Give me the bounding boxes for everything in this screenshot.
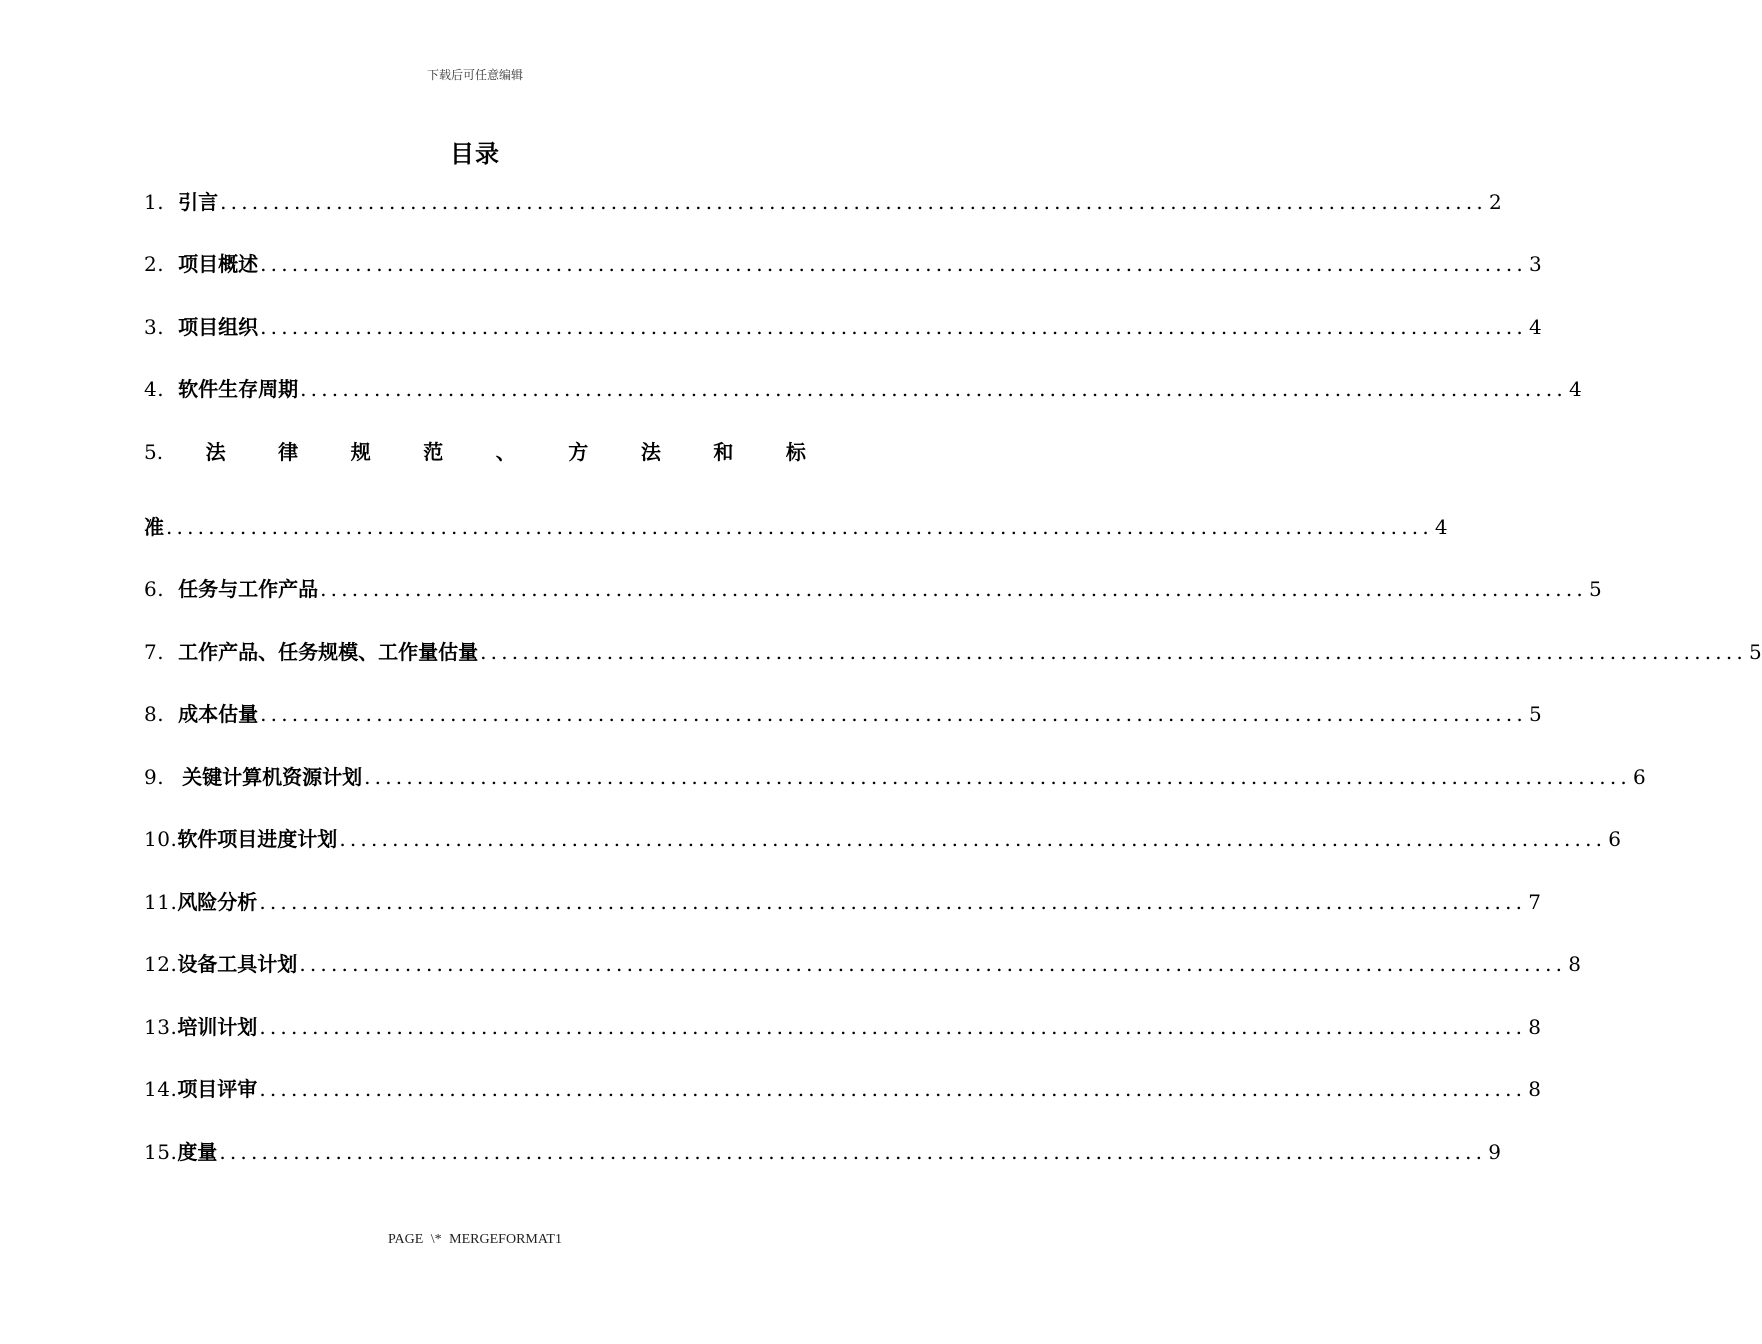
toc-entry-page: 5	[1588, 577, 1602, 601]
toc-entry-char: 范	[423, 440, 444, 464]
toc-entry-14[interactable]	[144, 1073, 1541, 1103]
toc-entry-number: 8.	[144, 702, 165, 726]
toc-entry-number: 12.	[144, 952, 178, 976]
toc-leader-dots: ........................................................................................................................	[339, 827, 1607, 851]
toc-entry-label: 引言	[178, 190, 219, 214]
toc-entry-10[interactable]	[144, 823, 1621, 853]
toc-entry-9[interactable]	[144, 761, 1646, 791]
toc-entry-label: 软件项目进度计划	[177, 827, 338, 851]
toc-entry-char: 规	[350, 440, 371, 464]
toc-entry-label: 项目组织	[178, 315, 259, 339]
toc-entry-number: 9.	[144, 765, 165, 789]
toc-entry-label: 项目评审	[177, 1077, 258, 1101]
toc-entry-page: 6	[1608, 827, 1621, 851]
toc-entry-label: 度量	[177, 1140, 218, 1164]
toc-entry-char: 律	[278, 440, 299, 464]
toc-leader-dots: ........................................................................................................................	[220, 190, 1487, 214]
toc-entry-number: 7.	[144, 640, 165, 664]
toc-leader-dots: ........................................................................................................................	[166, 515, 1433, 539]
toc-entry-label: 设备工具计划	[177, 952, 298, 976]
toc-entry-page: 4	[1568, 377, 1582, 401]
toc-entry-char: 和	[713, 440, 734, 464]
toc-entry-page: 6	[1632, 765, 1646, 789]
toc-entry-page: 4	[1434, 515, 1448, 539]
toc-entry-2[interactable]	[144, 248, 1542, 278]
toc-entry-char: 法	[205, 440, 226, 464]
toc-entry-5-line-2[interactable]	[144, 511, 1448, 541]
toc-entry-page: 2	[1488, 190, 1502, 214]
toc-entry-label: 风险分析	[177, 890, 258, 914]
toc-entry-7[interactable]	[144, 636, 1762, 666]
toc-leader-dots: ........................................................................................................................	[480, 640, 1747, 664]
toc-leader-dots: ........................................................................................................................	[299, 952, 1567, 976]
toc-entry-char: 、	[495, 440, 516, 464]
toc-entry-page: 5	[1748, 640, 1762, 664]
toc-entry-number: 2.	[144, 252, 165, 276]
toc-leader-dots: ........................................................................................................................	[219, 1140, 1487, 1164]
toc-entry-page: 8	[1528, 1015, 1541, 1039]
toc-entry-label: 关键计算机资源计划	[182, 765, 363, 789]
toc-entry-page: 7	[1528, 890, 1541, 914]
toc-entry-3[interactable]	[144, 311, 1542, 341]
toc-entry-number: 14.	[144, 1077, 178, 1101]
toc-entry-12[interactable]	[144, 948, 1581, 978]
toc-leader-dots: ........................................................................................................................	[259, 1077, 1527, 1101]
toc-entry-label: 培训计划	[177, 1015, 258, 1039]
toc-entry-char: 方	[568, 440, 589, 464]
toc-entry-number: 1.	[144, 190, 165, 214]
toc-entry-label: 任务与工作产品	[178, 577, 319, 601]
footer-page-field: PAGE \* MERGEFORMAT1	[388, 1232, 562, 1247]
toc-entry-number: 6.	[144, 577, 165, 601]
header-note: 下载后可任意编辑	[426, 68, 523, 82]
toc-entry-6[interactable]	[144, 573, 1602, 603]
toc-entry-number: 13.	[144, 1015, 178, 1039]
toc-entry-number: 15.	[144, 1140, 178, 1164]
toc-entry-label: 项目概述	[178, 252, 259, 276]
toc-entry-label: 准	[144, 515, 164, 539]
toc-leader-dots: ........................................................................................................................	[260, 252, 1527, 276]
toc-entry-8[interactable]	[144, 698, 1542, 728]
toc-entry-number: 10.	[144, 827, 178, 851]
toc-leader-dots: ........................................................................................................................	[260, 702, 1527, 726]
toc-entry-page: 3	[1528, 252, 1542, 276]
toc-entry-15[interactable]	[144, 1136, 1501, 1166]
toc-entry-label: 成本估量	[178, 702, 259, 726]
toc-entry-page: 8	[1568, 952, 1581, 976]
toc-entry-char: 标	[785, 440, 806, 464]
toc-entry-page: 9	[1488, 1140, 1501, 1164]
toc-leader-dots: ........................................................................................................................	[260, 315, 1527, 339]
toc-leader-dots: ........................................................................................................................	[300, 377, 1567, 401]
toc-entry-5-line-1[interactable]	[144, 436, 806, 466]
toc-entry-13[interactable]	[144, 1011, 1541, 1041]
toc-entry-11[interactable]	[144, 886, 1541, 916]
toc-title: 目录	[450, 140, 500, 168]
toc-leader-dots: ........................................................................................................................	[364, 765, 1631, 789]
toc-entry-label: 工作产品、任务规模、工作量估量	[178, 640, 479, 664]
toc-entry-page: 8	[1528, 1077, 1541, 1101]
toc-entry-number: 11.	[144, 890, 178, 914]
toc-entry-page: 5	[1528, 702, 1542, 726]
toc-entry-number: 5.	[144, 440, 164, 464]
toc-entry-char: 法	[640, 440, 661, 464]
toc-entry-4[interactable]	[144, 373, 1582, 403]
toc-entry-label: 软件生存周期	[178, 377, 299, 401]
toc-entry-number: 4.	[144, 377, 165, 401]
toc-leader-dots: ........................................................................................................................	[259, 1015, 1527, 1039]
toc-entry-page: 4	[1528, 315, 1542, 339]
toc-entry-1[interactable]	[144, 186, 1502, 216]
toc-entry-number: 3.	[144, 315, 165, 339]
toc-leader-dots: ........................................................................................................................	[259, 890, 1527, 914]
toc-leader-dots: ........................................................................................................................	[320, 577, 1587, 601]
